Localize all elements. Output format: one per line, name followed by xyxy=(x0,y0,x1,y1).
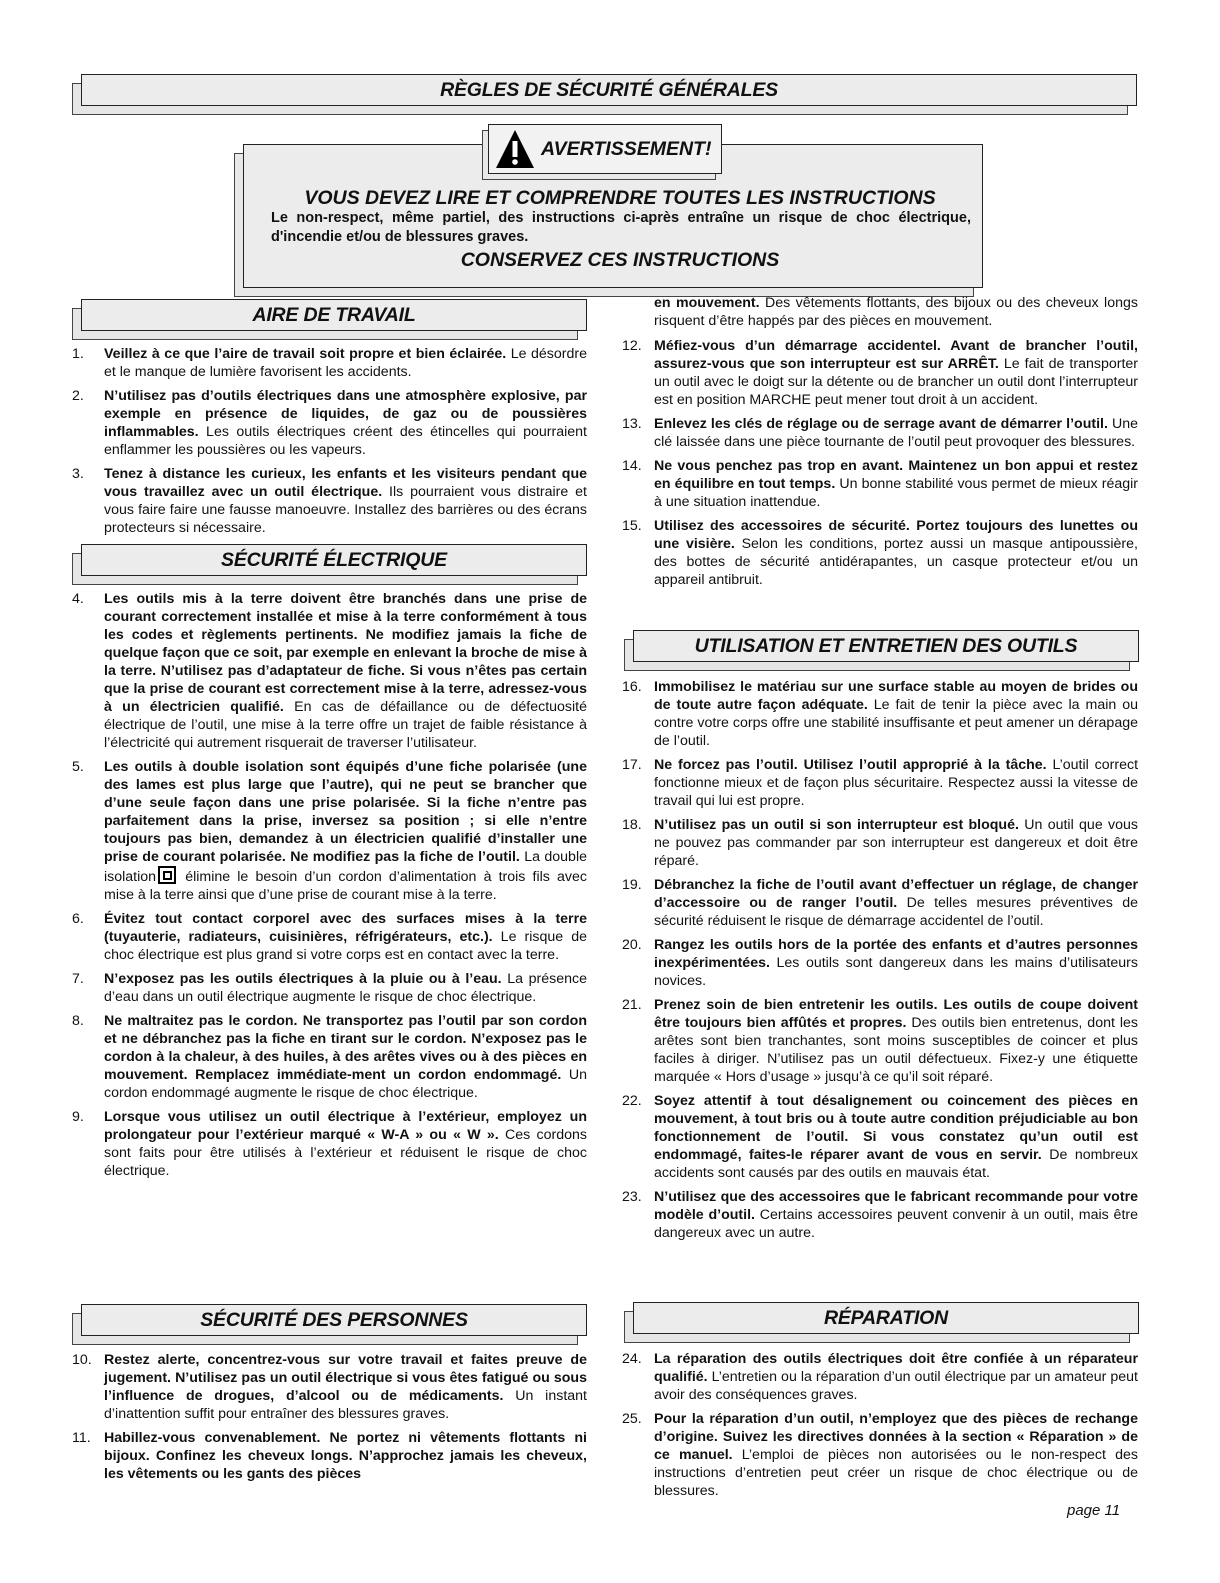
list-item: 22. Soyez attentif à tout désalignement ou coincement des pièces en mouvement, à tout bris ou à toute autre condition préjudiciable au bon fonctionnement de l’outil. Si vous constatez qu’un outil est endommagé, faites-le réparer avant de vous en servir. De nombreux accidents sont causés par des outils en mauvais état. xyxy=(622,1093,1138,1181)
list-tool-use xyxy=(622,678,1138,1248)
warning-label: AVERTISSEMENT! xyxy=(541,137,712,160)
main-title: RÈGLES DE SÉCURITÉ GÉNÉRALES xyxy=(81,74,1137,106)
list-item: 14. Ne vous penchez pas trop en avant. Maintenez un bon appui et restez en équilibre en tout temps. Un bonne stabilité vous permet de mieux réagir à une situation inattendue. xyxy=(622,458,1138,510)
warning-triangle-icon xyxy=(495,129,535,169)
list-item: 10. Restez alerte, concentrez-vous sur votre travail et faites preuve de jugement. N’utilisez pas un outil électrique si vous êtes fatigué ou sous l’influence de drogues, d’alcool ou de médicaments. Un instant d’inattention suffit pour entraîner des blessures graves. xyxy=(72,1352,587,1422)
list-item: 7. N’exposez pas les outils électriques à la pluie ou à l’eau. La présence d’eau dans un outil électrique augmente le risque de choc électrique. xyxy=(72,971,587,1005)
section-personal: SÉCURITÉ DES PERSONNES xyxy=(81,1304,587,1336)
section-tool-use: UTILISATION ET ENTRETIEN DES OUTILS xyxy=(633,630,1139,662)
list-repair xyxy=(622,1350,1138,1506)
list-personal xyxy=(72,1351,587,1489)
main-title-header xyxy=(81,74,1137,106)
item-11-continuation: en mouvement. Des vêtements flottants, des bijoux ou des cheveux longs risquent d’être happés par des pièces en mouvement. xyxy=(654,295,1138,329)
list-personal-cont xyxy=(622,337,1138,595)
warning-title: VOUS DEVEZ LIRE ET COMPRENDRE TOUTES LES INSTRUCTIONS xyxy=(304,187,936,209)
list-item: 1. Veillez à ce que l’aire de travail soit propre et bien éclairée. Le désordre et le manque de lumière favorisent les accidents. xyxy=(72,346,587,380)
warning-body: Le non-respect, même partiel, des instructions ci-après entraîne un risque de choc électrique, d'incendie et/ou de blessures graves. xyxy=(271,210,971,245)
warning-tab xyxy=(488,124,722,174)
list-work-area xyxy=(72,345,587,543)
double-insulation-icon xyxy=(158,866,176,884)
list-item: 19. Débranchez la fiche de l’outil avant d’effectuer un réglage, de changer d’accessoire ou de ranger l’outil. De telles mesures préventives de sécurité réduisent le risque de démarrage accidentel de l’outil. xyxy=(622,877,1138,929)
list-item: 6. Évitez tout contact corporel avec des surfaces mises à la terre (tuyauterie, radiateurs, cuisinières, réfrigérateurs, etc.). Le risque de choc électrique est plus grand si votre corps est en contact avec la terre. xyxy=(72,911,587,963)
list-electrical xyxy=(72,590,587,1186)
list-item: 8. Ne maltraitez pas le cordon. Ne transportez pas l’outil par son cordon et ne débranchez pas la fiche en tirant sur le cordon. N’exposez pas le cordon à la chaleur, à des huiles, à des arêtes vives ou à des pièces en mouvement. Remplacez immédiate-ment un cordon endommagé. Un cordon endommagé augmente le risque de choc électrique. xyxy=(72,1013,587,1101)
list-item: 15. Utilisez des accessoires de sécurité. Portez toujours des lunettes ou une visière. Selon les conditions, portez aussi un masque antipoussière, des bottes de sécurité antidérapantes, un casque protecteur et/ou un appareil antibruit. xyxy=(622,518,1138,588)
section-work-area: AIRE DE TRAVAIL xyxy=(81,299,587,331)
section-electrical: SÉCURITÉ ÉLECTRIQUE xyxy=(81,544,587,576)
list-item: 21. Prenez soin de bien entretenir les outils. Les outils de coupe doivent être toujours bien affûtés et propres. Des outils bien entretenus, dont les arêtes sont bien tranchantes, sont moins susceptibles de coincer et plus faciles à diriger. N’utilisez pas un outil défectueux. Fixez-y une étiquette marquée « Hors d’usage » jusqu’à ce qu’il soit réparé. xyxy=(622,997,1138,1085)
list-item: 13. Enlevez les clés de réglage ou de serrage avant de démarrer l’outil. Une clé laissée dans une pièce tournante de l’outil peut provoquer des blessures. xyxy=(622,416,1138,450)
list-item: 12. Méfiez-vous d’un démarrage accidentel. Avant de brancher l’outil, assurez-vous que son interrupteur est sur ARRÊT. Le fait de transporter un outil avec le doigt sur la détente ou de brancher un outil dont l’interrupteur est en position MARCHE peut mener tout droit à un accident. xyxy=(622,338,1139,408)
list-item: 4. Les outils mis à la terre doivent être branchés dans une prise de courant correctement installée et mise à la terre conformément à tous les codes et règlements pertinents. Ne modifiez jamais la fiche de quelque façon que ce soit, par exemple en enlevant la broche de mise à la terre. N’utilisez pas d’adaptateur de fiche. Si vous n’êtes pas certain que la prise de courant est correctement mise à la terre, adressez-vous à un électricien qualifié. En cas de défaillance ou de défectuosité électrique de l’outil, une mise à la terre offre un trajet de faible résistance à l’électricité qui autrement risquerait de traverser l’utilisateur. xyxy=(72,591,587,751)
list-item: 2. N’utilisez pas d’outils électriques dans une atmosphère explosive, par exemple en présence de liquides, de gaz ou de poussières inflammables. Les outils électriques créent des étincelles qui pourraient enflammer les poussières ou les vapeurs. xyxy=(72,388,587,458)
list-item: 5. Les outils à double isolation sont équipés d’une fiche polarisée (une des lames est plus large que l’autre), qui ne peut se brancher que d’une seule façon dans une prise polarisée. Si la fiche n’entre pas parfaitement dans la prise, inversez sa position ; si elle n’entre toujours pas bien, demandez à un électricien qualifié d’installer une prise de courant polarisée. Ne modifiez pas la fiche de l’outil. La double isolation élimine le besoin d’un cordon d’alimentation à trois fils avec mise à la terre ainsi que d’une prise de courant mise à la terre. xyxy=(72,759,587,903)
list-item: 11. Habillez-vous convenablement. Ne portez ni vêtements flottants ni bijoux. Confinez les cheveux longs. N’approchez jamais les cheveux, les vêtements ou les gants des pièces xyxy=(72,1430,587,1482)
list-item: 16. Immobilisez le matériau sur une surface stable au moyen de brides ou de toute autre façon adéquate. Le fait de tenir la pièce avec la main ou contre votre corps offre une stabilité insuffisante et peut amener un dérapage de l’outil. xyxy=(622,679,1138,749)
list-item: 9. Lorsque vous utilisez un outil électrique à l’extérieur, employez un prolongateur pour l’extérieur marqué « W-A » ou « W ». Ces cordons sont faits pour être utilisés à l’extérieur et réduisent le risque de choc électrique. xyxy=(72,1109,587,1179)
list-item: 24. La réparation des outils électriques doit être confiée à un réparateur qualifié. L’entretien ou la réparation d’un outil électrique par un amateur peut avoir des conséquences graves. xyxy=(622,1351,1138,1403)
page-number: page 11 xyxy=(1067,1502,1121,1519)
warning-save: CONSERVEZ CES INSTRUCTIONS xyxy=(460,249,780,271)
list-item: 25. Pour la réparation d’un outil, n’employez que des pièces de rechange d’origine. Suivez les directives données à la section « Réparation » de ce manuel. L’emploi de pièces non autorisées ou le non-respect des instructions d’entretien peut créer un risque de choc électrique ou de blessures. xyxy=(622,1411,1138,1499)
list-item: 3. Tenez à distance les curieux, les enfants et les visiteurs pendant que vous travaillez avec un outil électrique. Ils pourraient vous distraire et vous faire faire une fausse manoeuvre. Installez des barrières ou des écrans protecteurs si nécessaire. xyxy=(72,466,587,536)
list-item: 17. Ne forcez pas l’outil. Utilisez l’outil approprié à la tâche. L’outil correct fonctionne mieux et de façon plus sécuritaire. Respectez aussi la vitesse de travail qui lui est propre. xyxy=(622,757,1139,809)
list-item: 20. Rangez les outils hors de la portée des enfants et d’autres personnes inexpérimentées. Les outils sont dangereux dans les mains d’utilisateurs novices. xyxy=(622,937,1138,989)
list-item: 23. N’utilisez que des accessoires que le fabricant recommande pour votre modèle d’outil. Certains accessoires peuvent convenir à un outil, mais être dangereux avec un autre. xyxy=(622,1189,1138,1241)
list-item: 18. N’utilisez pas un outil si son interrupteur est bloqué. Un outil que vous ne pouvez pas commander par son interrupteur est dangereux et doit être réparé. xyxy=(622,817,1139,869)
section-repair: RÉPARATION xyxy=(633,1302,1139,1334)
